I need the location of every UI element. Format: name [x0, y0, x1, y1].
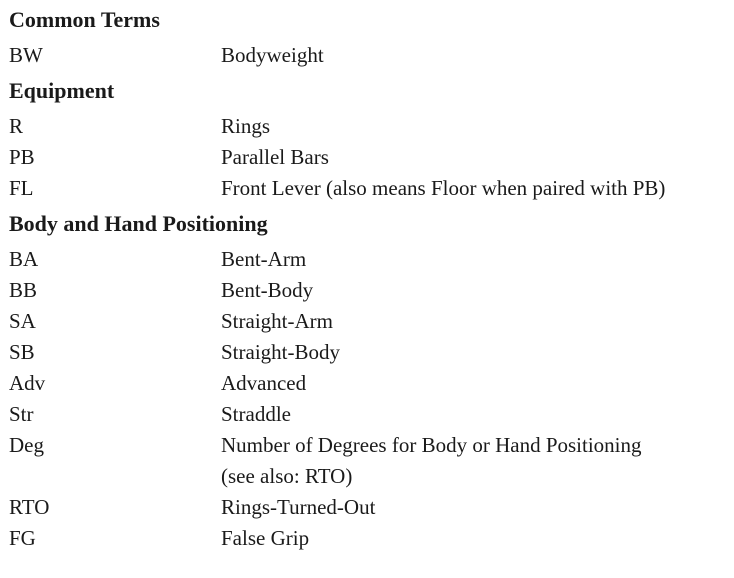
term-meaning: Parallel Bars: [221, 145, 329, 169]
term-abbreviation: RTO: [9, 495, 50, 519]
term-row: [9, 523, 731, 554]
term-abbreviation: Adv: [9, 371, 46, 395]
section-common-terms: [9, 0, 731, 71]
term-row: [9, 244, 731, 275]
term-meaning: Rings: [221, 114, 271, 138]
section-heading: Body and Hand Positioning: [9, 211, 268, 236]
term-abbreviation: Str: [9, 402, 34, 426]
term-meaning-line-1: Number of Degrees for Body or Hand Positioning: [221, 433, 642, 457]
term-abbreviation: FL: [9, 176, 34, 200]
term-meaning: [221, 430, 731, 492]
section-heading: Equipment: [9, 78, 115, 103]
term-meaning: Rings-Turned-Out: [221, 495, 376, 519]
term-meaning: Straight-Body: [221, 340, 340, 364]
term-row: [9, 275, 731, 306]
term-abbreviation: SB: [9, 340, 35, 364]
term-abbreviation: SA: [9, 309, 36, 333]
term-meaning: Straddle: [221, 402, 291, 426]
term-abbreviation: BW: [9, 43, 43, 67]
term-meaning: Straight-Arm: [221, 309, 333, 333]
term-abbreviation: FG: [9, 526, 36, 550]
term-row: [9, 399, 731, 430]
term-row: [9, 111, 731, 142]
term-row: [9, 368, 731, 399]
term-meaning: Front Lever (also means Floor when paired with PB): [221, 176, 666, 200]
term-row: [9, 306, 731, 337]
term-meaning: Bent-Arm: [221, 247, 307, 271]
term-row: [9, 430, 731, 492]
term-meaning: False Grip: [221, 526, 310, 550]
term-abbreviation: BB: [9, 278, 38, 302]
term-abbreviation: Deg: [9, 433, 44, 457]
term-meaning-line-2: (see also: RTO): [221, 464, 353, 488]
term-meaning: Advanced: [221, 371, 307, 395]
term-abbreviation: BA: [9, 247, 39, 271]
term-row: [9, 40, 731, 71]
section-heading: Common Terms: [9, 7, 160, 32]
section-body-hand-positioning: [9, 204, 731, 554]
term-row: [9, 492, 731, 523]
term-row: [9, 142, 731, 173]
term-row: [9, 173, 731, 204]
term-abbreviation: R: [9, 114, 24, 138]
glossary-document: [9, 0, 731, 554]
term-row: [9, 337, 731, 368]
section-equipment: [9, 71, 731, 204]
term-meaning: Bent-Body: [221, 278, 314, 302]
term-meaning: Bodyweight: [221, 43, 324, 67]
term-abbreviation: PB: [9, 145, 35, 169]
